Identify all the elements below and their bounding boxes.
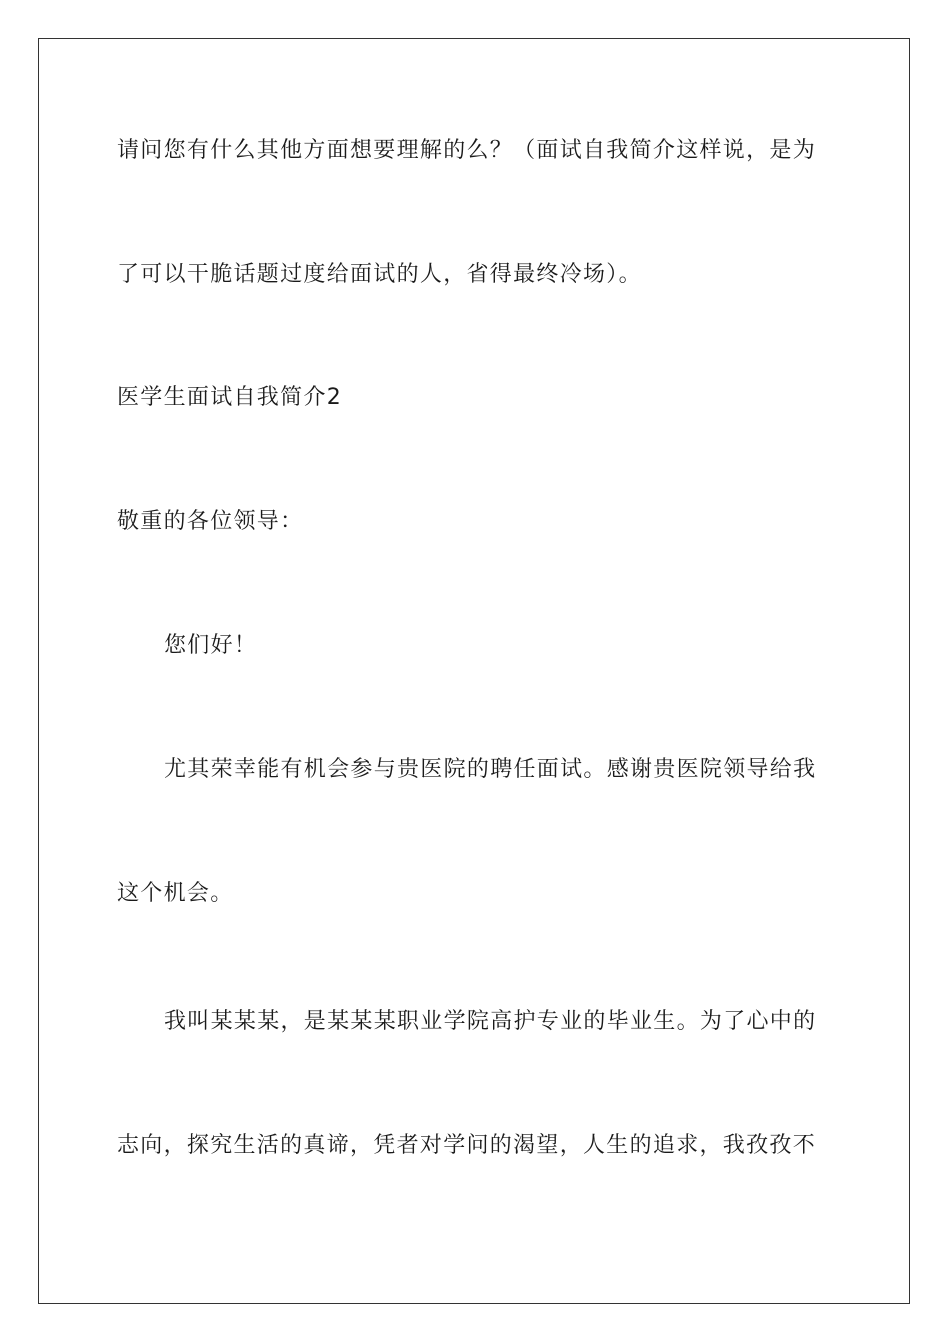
greeting: 您们好！ — [164, 633, 258, 658]
paragraph-line: 请问您有什么其他方面想要理解的么？（面试自我简介这样说，是为 — [117, 138, 817, 163]
page-border — [38, 38, 910, 1304]
paragraph-line: 志向，探究生活的真谛，凭者对学问的渴望，人生的追求，我孜孜不 — [117, 1133, 817, 1158]
paragraph-line: 尤其荣幸能有机会参与贵医院的聘任面试。感谢贵医院领导给我 — [164, 757, 817, 782]
paragraph-line: 这个机会。 — [117, 881, 234, 906]
section-heading: 医学生面试自我简介2 — [117, 385, 342, 410]
paragraph-line: 我叫某某某，是某某某职业学院高护专业的毕业生。为了心中的 — [164, 1009, 817, 1034]
salutation: 敬重的各位领导： — [117, 509, 304, 534]
paragraph-line: 了可以干脆话题过度给面试的人，省得最终冷场）。 — [117, 262, 642, 287]
